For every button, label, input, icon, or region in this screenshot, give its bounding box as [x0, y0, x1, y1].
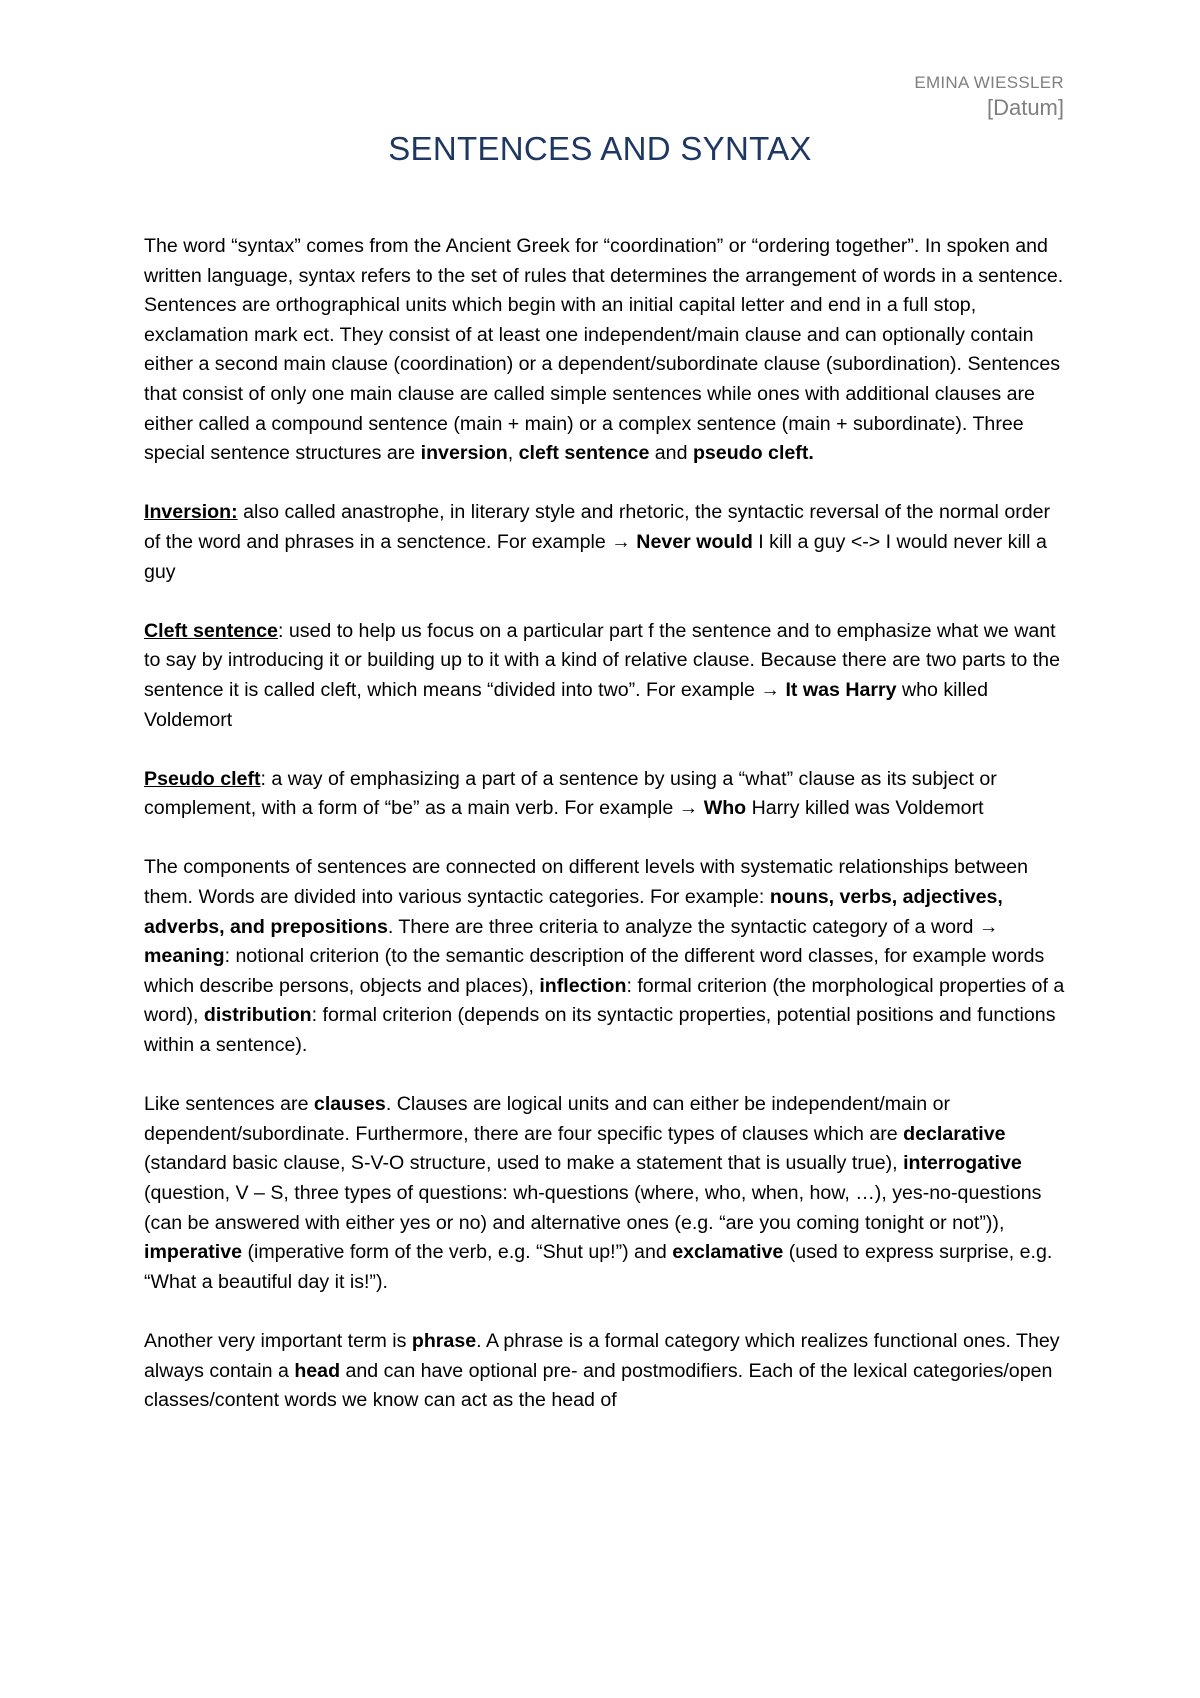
clauses-text: . Clauses are logical units and can either be independent/main or dependent/subordinate. Furthermore, there are four specific types of clauses which are: [144, 1093, 951, 1145]
components-text: The components of sentences are connected on different levels with systematic relationships between them. Words are divided into various syntactic categories. For example:: [144, 856, 1029, 909]
phrase-bold-head: head: [294, 1359, 341, 1382]
components-text: . There are three criteria to analyze the syntactic category of a word →: [387, 915, 999, 938]
components-paragraph: [144, 853, 1070, 1060]
clauses-bold-clauses: clauses: [313, 1093, 386, 1116]
cleft-text: : used to help us focus on a particular part f the sentence and to emphasize what we want to say by introducing it or building up to it with a kind of relative clause. Because there are two parts to the sentence it is called cleft, which means “divided into two”. For example →: [144, 619, 1060, 701]
inversion-text: also called anastrophe, in literary style and rhetoric, the syntactic reversal of the normal order of the word and phrases in a senctence. For example →: [144, 501, 1051, 553]
clauses-text: (standard basic clause, S-V-O structure, used to make a statement that is usually true),: [144, 1152, 904, 1175]
phrase-text: . A phrase is a formal category which realizes functional ones. They always contain a: [144, 1329, 1060, 1382]
inversion-text: I kill a guy <-> I would never kill a guy: [144, 530, 1047, 583]
clauses-bold-declarative: declarative: [903, 1122, 1006, 1145]
intro-text: .: [808, 442, 814, 465]
pseudo-cleft-text: Harry killed was Voldemort: [746, 797, 984, 820]
pseudo-cleft-term: Pseudo cleft: [144, 767, 261, 790]
document-body: [144, 232, 1070, 1445]
pseudo-cleft-paragraph: [144, 765, 1070, 824]
intro-text: ,: [507, 442, 519, 465]
phrase-text: Another very important term is: [144, 1329, 412, 1352]
clauses-text: Like sentences are: [144, 1093, 314, 1116]
inversion-term: Inversion:: [144, 501, 238, 524]
components-bold-meaning: meaning: [144, 945, 225, 968]
components-bold-inflection: inflection: [539, 974, 627, 997]
cleft-example-bold: It was Harry: [785, 678, 897, 701]
pseudo-cleft-text: : a way of emphasizing a part of a sentence by using a “what” clause as its subject or complement, with a form of “be” as a main verb. For example →: [144, 767, 997, 820]
components-bold-categories: nouns, verbs, adjectives, adverbs, and prepositions: [144, 886, 1003, 938]
cleft-term: Cleft sentence: [144, 619, 278, 642]
page-header: [914, 72, 1064, 122]
pseudo-cleft-example-bold: Who: [703, 797, 747, 820]
phrase-paragraph: [144, 1327, 1070, 1416]
phrase-bold-phrase: phrase: [411, 1329, 477, 1352]
intro-paragraph: [144, 232, 1070, 469]
inversion-example-bold: Never would: [636, 530, 753, 553]
clauses-text: (imperative form of the verb, e.g. “Shut up!”) and: [242, 1241, 673, 1264]
inversion-paragraph: [144, 498, 1070, 587]
components-text: : formal criterion (depends on its syntactic properties, potential positions and functions within a sentence).: [144, 1004, 1056, 1057]
cleft-paragraph: [144, 617, 1070, 735]
intro-bold-inversion: inversion: [420, 442, 508, 465]
document-title: SENTENCES AND SYNTAX: [388, 130, 812, 167]
author-name: EMINA WIESSLER: [914, 73, 1064, 92]
phrase-text: and can have optional pre- and postmodifiers. Each of the lexical categories/open classes/content words we know can act as the head of: [144, 1359, 1053, 1412]
clauses-bold-imperative: imperative: [144, 1241, 243, 1264]
intro-bold-pseudo: pseudo cleft: [692, 442, 809, 465]
intro-text: The word “syntax” comes from the Ancient Greek for “coordination” or “ordering together”. In spoken and written language, syntax refers to the set of rules that determines the arrangement of words in a sentence. Sentences are orthographical units which begin with an initial capital letter and end in a full stop, exclamation mark ect. They consist of at least one independent/main clause and can optionally contain either a second main clause (coordination) or a dependent/subordinate clause (subordination). Sentences that consist of only one main clause are called simple sentences while ones with additional clauses are either called a compound sentence (main + main) or a complex sentence (main + subordinate). Three special sentence structures are: [144, 235, 1064, 465]
clauses-bold-exclamative: exclamative: [672, 1241, 784, 1264]
date-placeholder: [Datum]: [986, 95, 1064, 120]
cleft-text: who killed Voldemort: [144, 678, 989, 731]
clauses-text: (used to express surprise, e.g. “What a beautiful day it is!”).: [144, 1241, 1053, 1293]
clauses-bold-interrogative: interrogative: [903, 1152, 1022, 1175]
components-text: : formal criterion (the morphological properties of a word),: [144, 974, 1065, 1027]
components-text: : notional criterion (to the semantic description of the different word classes, for example words which describe persons, objects and places),: [144, 945, 1045, 997]
clauses-paragraph: [144, 1090, 1070, 1297]
intro-bold-cleft: cleft sentence: [518, 442, 650, 465]
intro-text: and: [649, 442, 693, 465]
clauses-text: (question, V – S, three types of questions: wh-questions (where, who, when, how, …), yes-no-questions (can be answered with either yes or no) and alternative ones (e.g. “are you coming tonight or not”)),: [144, 1182, 1042, 1234]
components-bold-distribution: distribution: [203, 1004, 312, 1027]
